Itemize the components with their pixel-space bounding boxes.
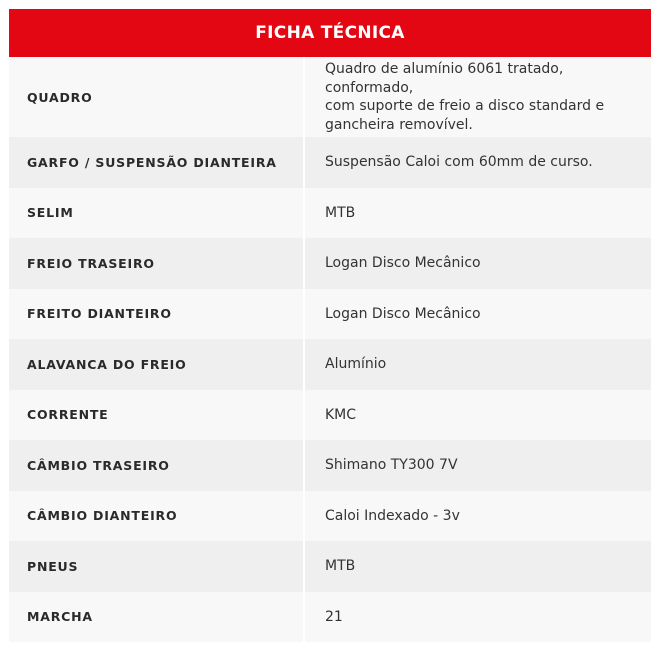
spec-label: ALAVANCA DO FREIO xyxy=(27,356,187,372)
spec-label: CÂMBIO DIANTEIRO xyxy=(27,508,178,524)
spec-label: GARFO / SUSPENSÃO DIANTEIRA xyxy=(27,154,277,170)
spec-value: 21 xyxy=(325,608,343,625)
spec-value: MTB xyxy=(325,204,356,221)
spec-label: SELIM xyxy=(27,205,74,221)
spec-value: Alumínio xyxy=(325,356,387,372)
spec-value: Logan Disco Mecânico xyxy=(325,305,481,322)
spec-label: MARCHA xyxy=(27,609,93,625)
spec-row-cambio-traseiro xyxy=(9,440,651,491)
spec-value: KMC xyxy=(325,406,357,423)
spec-value: Suspensão Caloi com 60mm de curso. xyxy=(325,154,593,170)
spec-value: Quadro de alumínio 6061 tratado, conformado, com suporte de freio a disco standard e gancheira removível. xyxy=(325,61,605,133)
spec-row-pneus xyxy=(9,541,651,592)
spec-label: QUADRO xyxy=(27,89,93,105)
spec-label: CÂMBIO TRASEIRO xyxy=(27,457,170,473)
spec-row-corrente xyxy=(9,390,651,441)
spec-row-cambio-dianteiro xyxy=(9,491,651,542)
spec-label: CORRENTE xyxy=(27,407,109,423)
spec-value: Shimano TY300 7V xyxy=(325,457,458,473)
spec-row-garfo xyxy=(9,137,651,188)
spec-sheet-title: FICHA TÉCNICA xyxy=(9,9,651,57)
spec-row-selim xyxy=(9,188,651,239)
spec-row-alavanca-freio xyxy=(9,339,651,390)
spec-row-freio-traseiro xyxy=(9,238,651,289)
spec-row-marcha xyxy=(9,592,651,643)
spec-row-freio-dianteiro xyxy=(9,289,651,340)
spec-value: MTB xyxy=(325,558,356,574)
spec-value: Caloi Indexado - 3v xyxy=(325,507,460,524)
spec-label: FREITO DIANTEIRO xyxy=(27,306,172,322)
spec-label: FREIO TRASEIRO xyxy=(27,255,155,271)
spec-row-quadro xyxy=(9,57,651,137)
spec-value: Logan Disco Mecânico xyxy=(325,255,481,271)
spec-sheet xyxy=(9,9,651,642)
spec-label: PNEUS xyxy=(27,558,79,574)
